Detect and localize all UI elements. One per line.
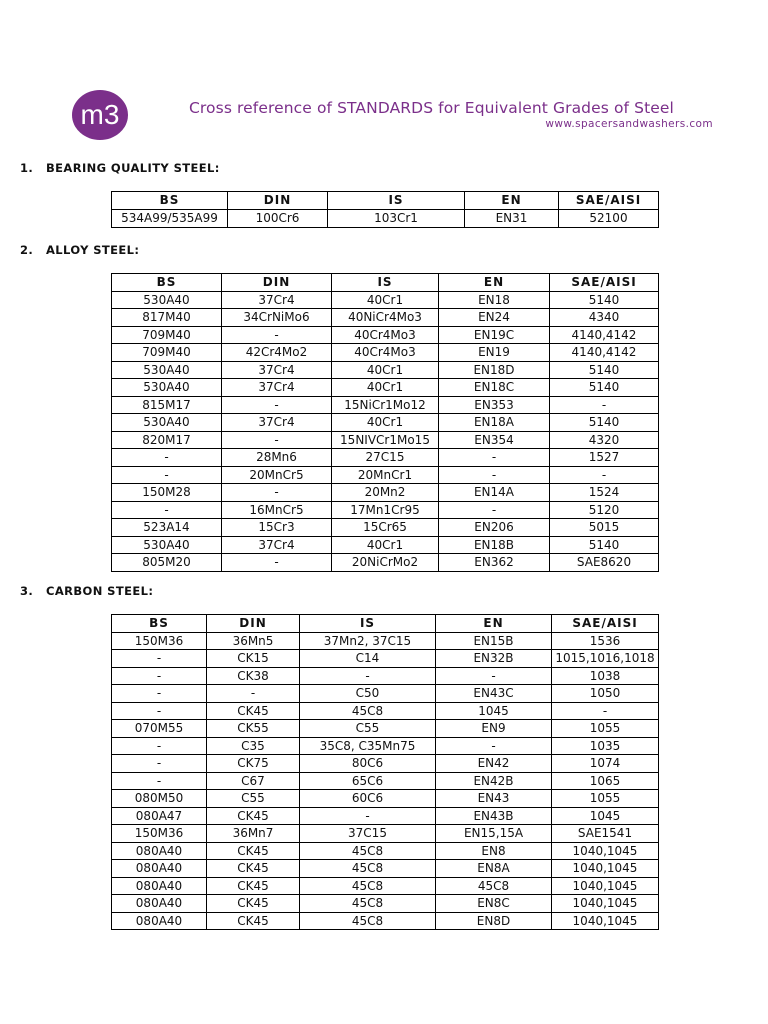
column-header: IS: [332, 274, 439, 292]
table-row: [112, 466, 659, 484]
table-cell: 080A40: [112, 912, 207, 930]
table-cell: 5140: [550, 379, 659, 397]
table-cell: EN9: [436, 720, 552, 738]
table-cell: 15Cr65: [332, 519, 439, 537]
table-cell: -: [112, 772, 207, 790]
table-cell: 45C8: [436, 877, 552, 895]
table-row: [112, 449, 659, 467]
table-cell: CK45: [207, 877, 300, 895]
table-cell: EN14A: [439, 484, 550, 502]
table-cell: 45C8: [300, 860, 436, 878]
table-cell: C50: [300, 685, 436, 703]
table-cell: CK15: [207, 650, 300, 668]
table-cell: 820M17: [112, 431, 222, 449]
table-cell: EN18D: [439, 361, 550, 379]
table-cell: 37Cr4: [222, 361, 332, 379]
table-cell: 1045: [436, 702, 552, 720]
table-cell: 42Cr4Mo2: [222, 344, 332, 362]
table-cell: 80C6: [300, 755, 436, 773]
table-cell: 530A40: [112, 414, 222, 432]
table-cell: 4140,4142: [550, 344, 659, 362]
table-cell: -: [550, 396, 659, 414]
table-cell: 1065: [552, 772, 659, 790]
table-cell: 080A40: [112, 877, 207, 895]
table-cell: CK45: [207, 860, 300, 878]
table-cell: C14: [300, 650, 436, 668]
table-row: [112, 877, 659, 895]
table-cell: 1055: [552, 790, 659, 808]
table-cell: EN19C: [439, 326, 550, 344]
column-header: BS: [112, 192, 228, 210]
table-cell: -: [112, 685, 207, 703]
table-cell: EN24: [439, 309, 550, 327]
carbon-steel-table: [111, 614, 659, 930]
table-cell: 37Cr4: [222, 291, 332, 309]
table-cell: 1527: [550, 449, 659, 467]
table-cell: -: [300, 807, 436, 825]
table-row: [112, 431, 659, 449]
table-cell: 37Cr4: [222, 379, 332, 397]
table-cell: -: [222, 554, 332, 572]
table-cell: CK38: [207, 667, 300, 685]
table-cell: -: [439, 466, 550, 484]
table-cell: EN8D: [436, 912, 552, 930]
table-cell: 070M55: [112, 720, 207, 738]
table-row: [112, 772, 659, 790]
table-row: [112, 895, 659, 913]
table-cell: 1524: [550, 484, 659, 502]
table-cell: 36Mn7: [207, 825, 300, 843]
table-cell: EN353: [439, 396, 550, 414]
table-cell: -: [112, 667, 207, 685]
table-row: [112, 650, 659, 668]
table-cell: 40Cr1: [332, 536, 439, 554]
section-title: CARBON STEEL:: [46, 584, 154, 598]
table-cell: CK75: [207, 755, 300, 773]
table-cell: 1015,1016,1018: [552, 650, 659, 668]
table-cell: 27C15: [332, 449, 439, 467]
section-heading-alloy-steel: [20, 243, 139, 257]
table-cell: 5015: [550, 519, 659, 537]
table-cell: EN42B: [436, 772, 552, 790]
table-cell: 1040,1045: [552, 842, 659, 860]
column-header: IS: [328, 192, 465, 210]
table-cell: -: [222, 326, 332, 344]
table-cell: 1050: [552, 685, 659, 703]
table-cell: CK45: [207, 702, 300, 720]
table-cell: 15Cr3: [222, 519, 332, 537]
section-number: 1.: [20, 161, 34, 175]
table-cell: -: [112, 449, 222, 467]
website-link[interactable]: www.spacersandwashers.com: [545, 118, 713, 130]
table-cell: 530A40: [112, 379, 222, 397]
table-cell: EN18C: [439, 379, 550, 397]
table-cell: 1040,1045: [552, 860, 659, 878]
section-heading-bearing-quality-steel: [20, 161, 220, 175]
section-number: 2.: [20, 243, 34, 257]
table-cell: 523A14: [112, 519, 222, 537]
table-cell: 150M28: [112, 484, 222, 502]
table-cell: CK45: [207, 842, 300, 860]
table-cell: -: [112, 650, 207, 668]
table-cell: 709M40: [112, 344, 222, 362]
table-cell: 5120: [550, 501, 659, 519]
table-cell: 100Cr6: [228, 210, 328, 228]
table-cell: 5140: [550, 414, 659, 432]
table-cell: 20NiCrMo2: [332, 554, 439, 572]
table-row: [112, 501, 659, 519]
table-row: [112, 326, 659, 344]
table-cell: 1074: [552, 755, 659, 773]
table-cell: -: [552, 702, 659, 720]
table-cell: CK55: [207, 720, 300, 738]
column-header: SAE/AISI: [559, 192, 659, 210]
column-header: SAE/AISI: [550, 274, 659, 292]
table-cell: 36Mn5: [207, 632, 300, 650]
table-cell: -: [439, 449, 550, 467]
table-cell: 103Cr1: [328, 210, 465, 228]
table-cell: CK45: [207, 912, 300, 930]
table-header-row: [112, 615, 659, 633]
table-cell: CK45: [207, 807, 300, 825]
table-cell: 530A40: [112, 291, 222, 309]
table-cell: EN18A: [439, 414, 550, 432]
table-row: [112, 720, 659, 738]
table-row: [112, 210, 659, 228]
table-cell: 40Cr1: [332, 291, 439, 309]
table-row: [112, 361, 659, 379]
table-cell: 150M36: [112, 632, 207, 650]
table-cell: SAE1541: [552, 825, 659, 843]
table-cell: 1038: [552, 667, 659, 685]
table-cell: -: [112, 466, 222, 484]
table-row: [112, 755, 659, 773]
table-cell: EN43C: [436, 685, 552, 703]
table-cell: 4320: [550, 431, 659, 449]
table-cell: -: [436, 667, 552, 685]
table-cell: C35: [207, 737, 300, 755]
table-cell: 080A40: [112, 860, 207, 878]
table-cell: -: [222, 396, 332, 414]
table-cell: C67: [207, 772, 300, 790]
table-cell: EN362: [439, 554, 550, 572]
table-cell: -: [112, 737, 207, 755]
section-number: 3.: [20, 584, 34, 598]
table-cell: 1045: [552, 807, 659, 825]
table-cell: 40Cr4Mo3: [332, 344, 439, 362]
table-cell: 4340: [550, 309, 659, 327]
table-header-row: [112, 192, 659, 210]
table-cell: -: [222, 431, 332, 449]
table-cell: 60C6: [300, 790, 436, 808]
table-row: [112, 554, 659, 572]
logo-text: m3: [80, 99, 120, 130]
table-cell: 45C8: [300, 877, 436, 895]
table-cell: 20Mn2: [332, 484, 439, 502]
table-cell: 080M50: [112, 790, 207, 808]
table-cell: SAE8620: [550, 554, 659, 572]
table-cell: EN18: [439, 291, 550, 309]
table-row: [112, 484, 659, 502]
table-cell: 805M20: [112, 554, 222, 572]
column-header: BS: [112, 274, 222, 292]
table-row: [112, 807, 659, 825]
table-cell: 37Mn2, 37C15: [300, 632, 436, 650]
table-row: [112, 519, 659, 537]
table-cell: -: [550, 466, 659, 484]
table-cell: 150M36: [112, 825, 207, 843]
section-title: BEARING QUALITY STEEL:: [46, 161, 220, 175]
table-header-row: [112, 274, 659, 292]
column-header: DIN: [222, 274, 332, 292]
table-cell: 37Cr4: [222, 414, 332, 432]
table-cell: 1035: [552, 737, 659, 755]
table-cell: EN43B: [436, 807, 552, 825]
table-cell: EN8C: [436, 895, 552, 913]
bearing-quality-steel-table: [111, 191, 659, 228]
table-cell: 1055: [552, 720, 659, 738]
table-cell: 35C8, C35Mn75: [300, 737, 436, 755]
column-header: EN: [465, 192, 559, 210]
table-cell: 37Cr4: [222, 536, 332, 554]
table-cell: 080A40: [112, 842, 207, 860]
table-cell: 40Cr1: [332, 414, 439, 432]
table-row: [112, 842, 659, 860]
table-cell: EN354: [439, 431, 550, 449]
table-cell: 34CrNiMo6: [222, 309, 332, 327]
table-cell: 52100: [559, 210, 659, 228]
table-cell: 534A99/535A99: [112, 210, 228, 228]
table-cell: 1536: [552, 632, 659, 650]
table-cell: 5140: [550, 291, 659, 309]
table-row: [112, 667, 659, 685]
table-row: [112, 379, 659, 397]
table-cell: -: [112, 702, 207, 720]
table-cell: 709M40: [112, 326, 222, 344]
table-cell: EN8A: [436, 860, 552, 878]
table-cell: 40Cr1: [332, 361, 439, 379]
table-cell: 15NiCr1Mo12: [332, 396, 439, 414]
table-cell: 16MnCr5: [222, 501, 332, 519]
table-cell: 45C8: [300, 842, 436, 860]
column-header: EN: [436, 615, 552, 633]
m3-logo: [71, 89, 131, 141]
table-row: [112, 309, 659, 327]
table-row: [112, 632, 659, 650]
column-header: IS: [300, 615, 436, 633]
table-cell: -: [300, 667, 436, 685]
table-cell: 17Mn1Cr95: [332, 501, 439, 519]
table-cell: 65C6: [300, 772, 436, 790]
table-cell: 5140: [550, 536, 659, 554]
table-cell: 20MnCr1: [332, 466, 439, 484]
table-cell: -: [207, 685, 300, 703]
table-row: [112, 860, 659, 878]
table-cell: -: [112, 755, 207, 773]
table-cell: EN15,15A: [436, 825, 552, 843]
table-cell: 45C8: [300, 912, 436, 930]
table-row: [112, 414, 659, 432]
table-cell: 1040,1045: [552, 895, 659, 913]
table-cell: -: [439, 501, 550, 519]
table-cell: C55: [207, 790, 300, 808]
table-cell: 40Cr1: [332, 379, 439, 397]
table-row: [112, 790, 659, 808]
table-row: [112, 291, 659, 309]
column-header: BS: [112, 615, 207, 633]
alloy-steel-table: [111, 273, 659, 572]
table-cell: 40NiCr4Mo3: [332, 309, 439, 327]
table-cell: 28Mn6: [222, 449, 332, 467]
table-cell: C55: [300, 720, 436, 738]
table-cell: 45C8: [300, 895, 436, 913]
table-cell: 40Cr4Mo3: [332, 326, 439, 344]
table-cell: 37C15: [300, 825, 436, 843]
table-cell: CK45: [207, 895, 300, 913]
table-cell: EN206: [439, 519, 550, 537]
table-row: [112, 685, 659, 703]
document-title: Cross reference of STANDARDS for Equivalent Grades of Steel: [189, 99, 674, 117]
table-cell: 1040,1045: [552, 877, 659, 895]
table-cell: EN18B: [439, 536, 550, 554]
table-cell: 4140,4142: [550, 326, 659, 344]
table-cell: EN43: [436, 790, 552, 808]
table-cell: EN31: [465, 210, 559, 228]
column-header: SAE/AISI: [552, 615, 659, 633]
table-cell: 1040,1045: [552, 912, 659, 930]
table-row: [112, 737, 659, 755]
table-cell: EN42: [436, 755, 552, 773]
table-cell: 45C8: [300, 702, 436, 720]
table-row: [112, 825, 659, 843]
table-cell: 815M17: [112, 396, 222, 414]
column-header: DIN: [228, 192, 328, 210]
section-heading-carbon-steel: [20, 584, 153, 598]
table-row: [112, 702, 659, 720]
table-cell: EN15B: [436, 632, 552, 650]
table-cell: 15NIVCr1Mo15: [332, 431, 439, 449]
table-row: [112, 912, 659, 930]
table-cell: EN8: [436, 842, 552, 860]
column-header: EN: [439, 274, 550, 292]
table-cell: 817M40: [112, 309, 222, 327]
table-row: [112, 344, 659, 362]
table-cell: -: [112, 501, 222, 519]
table-cell: EN32B: [436, 650, 552, 668]
section-title: ALLOY STEEL:: [46, 243, 140, 257]
table-cell: 530A40: [112, 361, 222, 379]
table-cell: 080A40: [112, 895, 207, 913]
table-cell: -: [222, 484, 332, 502]
table-cell: 20MnCr5: [222, 466, 332, 484]
table-cell: 530A40: [112, 536, 222, 554]
table-row: [112, 396, 659, 414]
table-row: [112, 536, 659, 554]
table-cell: EN19: [439, 344, 550, 362]
table-cell: 5140: [550, 361, 659, 379]
table-cell: 080A47: [112, 807, 207, 825]
table-cell: -: [436, 737, 552, 755]
column-header: DIN: [207, 615, 300, 633]
